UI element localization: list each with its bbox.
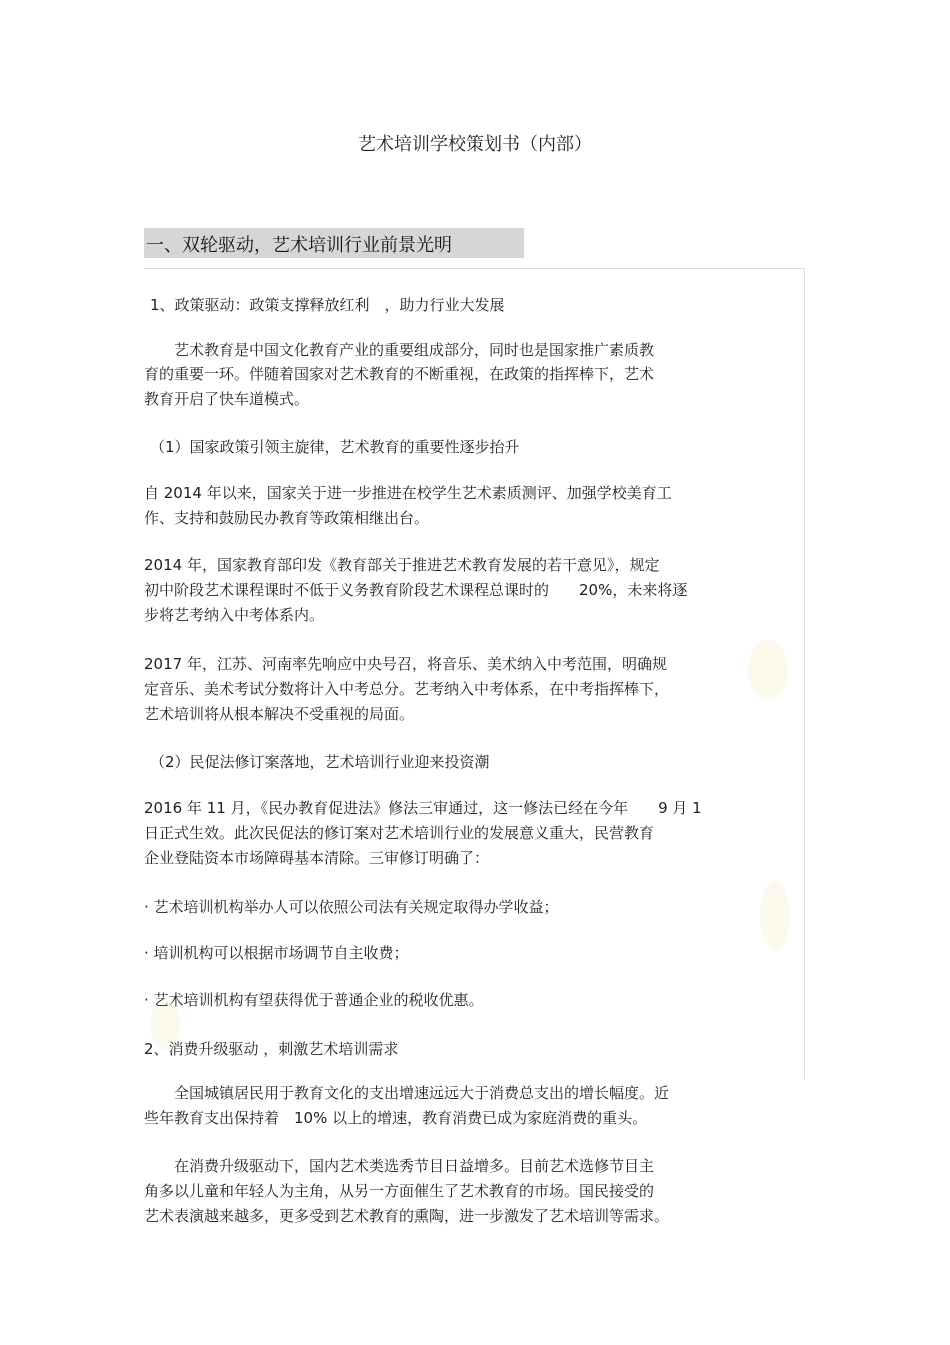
- paragraph-line: 定音乐、美术考试分数将计入中考总分。艺考纳入中考体系，在中考指挥棒下，: [144, 680, 670, 698]
- paragraph-line: 2017 年，江苏、河南率先响应中央号召，将音乐、美术纳入中考范围，明确规: [144, 655, 667, 673]
- subitem-heading: （1）国家政策引领主旋律，艺术教育的重要性逐步抬升: [150, 438, 520, 456]
- paragraph-line: 2016 年 11 月，《民办教育促进法》修法三审通过，这一修法已经在今年 9 月 1: [144, 799, 702, 817]
- subheading-policy: 1、政策驱动：政策支撑释放红利 ，助力行业大发展: [150, 296, 505, 314]
- paragraph-line: 全国城镇居民用于教育文化的支出增速远远大于消费总支出的增长幅度。近: [144, 1084, 670, 1102]
- paragraph-line: 艺术教育是中国文化教育产业的重要组成部分，同时也是国家推广素质教: [144, 341, 655, 359]
- paragraph-line: 自 2014 年以来，国家关于进一步推进在校学生艺术素质测评、加强学校美育工: [144, 484, 672, 502]
- paragraph-line: 日正式生效。此次民促法的修订案对艺术培训行业的发展意义重大，民营教育: [144, 824, 655, 842]
- paragraph-line: 角多以儿童和年轻人为主角，从另一方面催生了艺术教育的市场。国民接受的: [144, 1182, 655, 1200]
- paragraph-line: 艺术表演越来越多，更多受到艺术教育的熏陶，进一步激发了艺术培训等需求。: [144, 1207, 670, 1225]
- paragraph-line: 教育开启了快车道模式。: [144, 390, 310, 408]
- paragraph-line: 艺术培训将从根本解决不受重视的局面。: [144, 705, 415, 723]
- bullet-item: · 培训机构可以根据市场调节自主收费；: [144, 944, 409, 962]
- bullet-item: · 艺术培训机构举办人可以依照公司法有关规定取得办学收益；: [144, 898, 559, 916]
- paragraph-line: 步将艺考纳入中考体系内。: [144, 606, 325, 624]
- paragraph-line: 企业登陆资本市场障碍基本清除。三审修订明确了：: [144, 849, 490, 867]
- subheading-consumption: 2、消费升级驱动 ，刺激艺术培训需求: [144, 1040, 399, 1058]
- paragraph-line: 在消费升级驱动下，国内艺术类选秀节目日益增多。目前艺术选修节目主: [144, 1157, 655, 1175]
- paragraph-line: 2014 年，国家教育部印发《教育部关于推进艺术教育发展的若干意见》，规定: [144, 556, 660, 574]
- paragraph-line: 作、支持和鼓励民办教育等政策相继出台。: [144, 509, 430, 527]
- subitem-heading: （2）民促法修订案落地，艺术培训行业迎来投资潮: [150, 753, 490, 771]
- document-title: 艺术培训学校策划书（内部）: [358, 134, 592, 155]
- paragraph-line: 些年教育支出保持着 10% 以上的增速，教育消费已成为家庭消费的重头。: [144, 1109, 648, 1127]
- bullet-item: · 艺术培训机构有望获得优于普通企业的税收优惠。: [144, 991, 484, 1009]
- paragraph-line: 初中阶段艺术课程课时不低于义务教育阶段艺术课程总课时的 20%，未来将逐: [144, 581, 688, 599]
- section-heading: 一、双轮驱动，艺术培训行业前景光明: [146, 235, 452, 256]
- paragraph-line: 育的重要一环。伴随着国家对艺术教育的不断重视，在政策的指挥棒下，艺术: [144, 365, 655, 383]
- section-heading-bar: [144, 228, 524, 258]
